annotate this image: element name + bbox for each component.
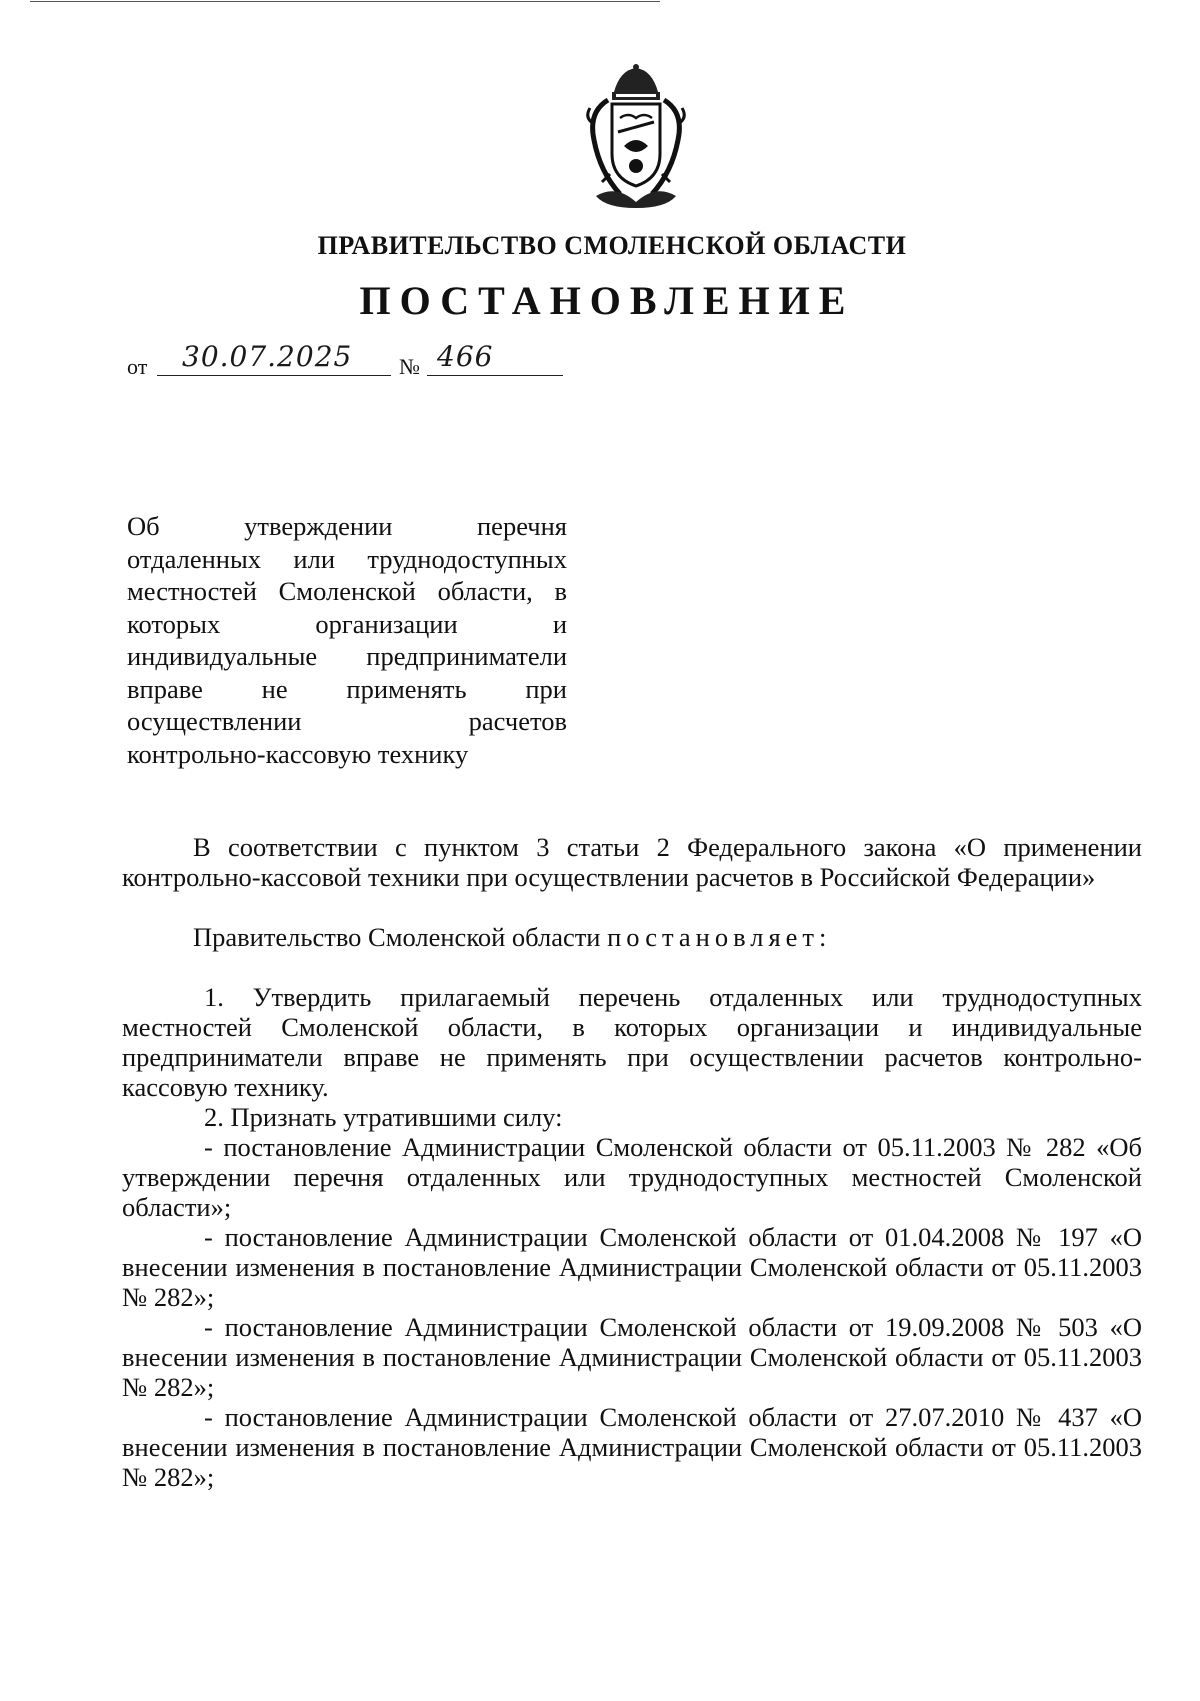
subject-line: местностей Смоленской области, в bbox=[127, 576, 567, 606]
item-1-paragraph: 1. Утвердить прилагаемый перечень отдаленных или труднодоступных местностей Смоленской области, в которых организации и индивидуальные предприниматели вправе не применять при осуществлении расчетов контрольно-кассовую технику. bbox=[122, 982, 1142, 1102]
document-reference bbox=[127, 340, 687, 380]
repealed-item: - постановление Администрации Смоленской области от 01.04.2008 № 197 «О внесении изменения в постановление Администрации Смоленской области от 05.11.2003 № 282»; bbox=[122, 1222, 1142, 1312]
repealed-item: - постановление Администрации Смоленской области от 27.07.2010 № 437 «О внесении изменения в постановление Администрации Смоленской области от 05.11.2003 № 282»; bbox=[122, 1402, 1142, 1492]
number-label: № bbox=[399, 354, 420, 379]
subject-block bbox=[127, 510, 567, 770]
item-2-paragraph: 2. Признать утратившими силу: bbox=[204, 1102, 563, 1132]
number-value: 466 bbox=[437, 340, 494, 373]
subject-line: индивидуальные предприниматели bbox=[127, 641, 567, 671]
subject-line: контрольно-кассовую технику bbox=[127, 738, 469, 769]
resolves-prefix: Правительство Смоленской области bbox=[193, 922, 601, 952]
repealed-item: - постановление Администрации Смоленской области от 05.11.2003 № 282 «Об утверждении перечня отдаленных или труднодоступных местностей Смоленской области»; bbox=[122, 1132, 1142, 1222]
top-rule bbox=[30, 1, 660, 2]
repealed-item: - постановление Администрации Смоленской области от 19.09.2008 № 503 «О внесении изменения в постановление Администрации Смоленской области от 05.11.2003 № 282»; bbox=[122, 1312, 1142, 1402]
number-underline bbox=[427, 375, 563, 376]
subject-line: Об утверждении перечня bbox=[127, 511, 567, 541]
document-body bbox=[122, 832, 1142, 1492]
date-label: от bbox=[127, 354, 148, 379]
organization-title: ПРАВИТЕЛЬСТВО СМОЛЕНСКОЙ ОБЛАСТИ bbox=[317, 231, 907, 260]
resolves-word: постановляет: bbox=[607, 922, 832, 952]
date-underline bbox=[157, 375, 391, 376]
resolves-paragraph bbox=[122, 922, 1142, 952]
subject-line: которых организации и bbox=[127, 608, 567, 639]
coat-of-arms-icon bbox=[580, 62, 692, 212]
date-value: 30.07.2025 bbox=[182, 340, 353, 373]
preamble-paragraph: В соответствии с пунктом 3 статьи 2 Федерального закона «О применении контрольно-кассовой техники при осуществлении расчетов в Российской Федерации» bbox=[122, 832, 1142, 892]
subject-line: осуществлении расчетов bbox=[127, 706, 567, 736]
subject-line: вправе не применять при bbox=[127, 673, 567, 704]
document-type-heading: ПОСТАНОВЛЕНИЕ bbox=[359, 278, 855, 323]
subject-line: отдаленных или труднодоступных bbox=[127, 543, 567, 574]
